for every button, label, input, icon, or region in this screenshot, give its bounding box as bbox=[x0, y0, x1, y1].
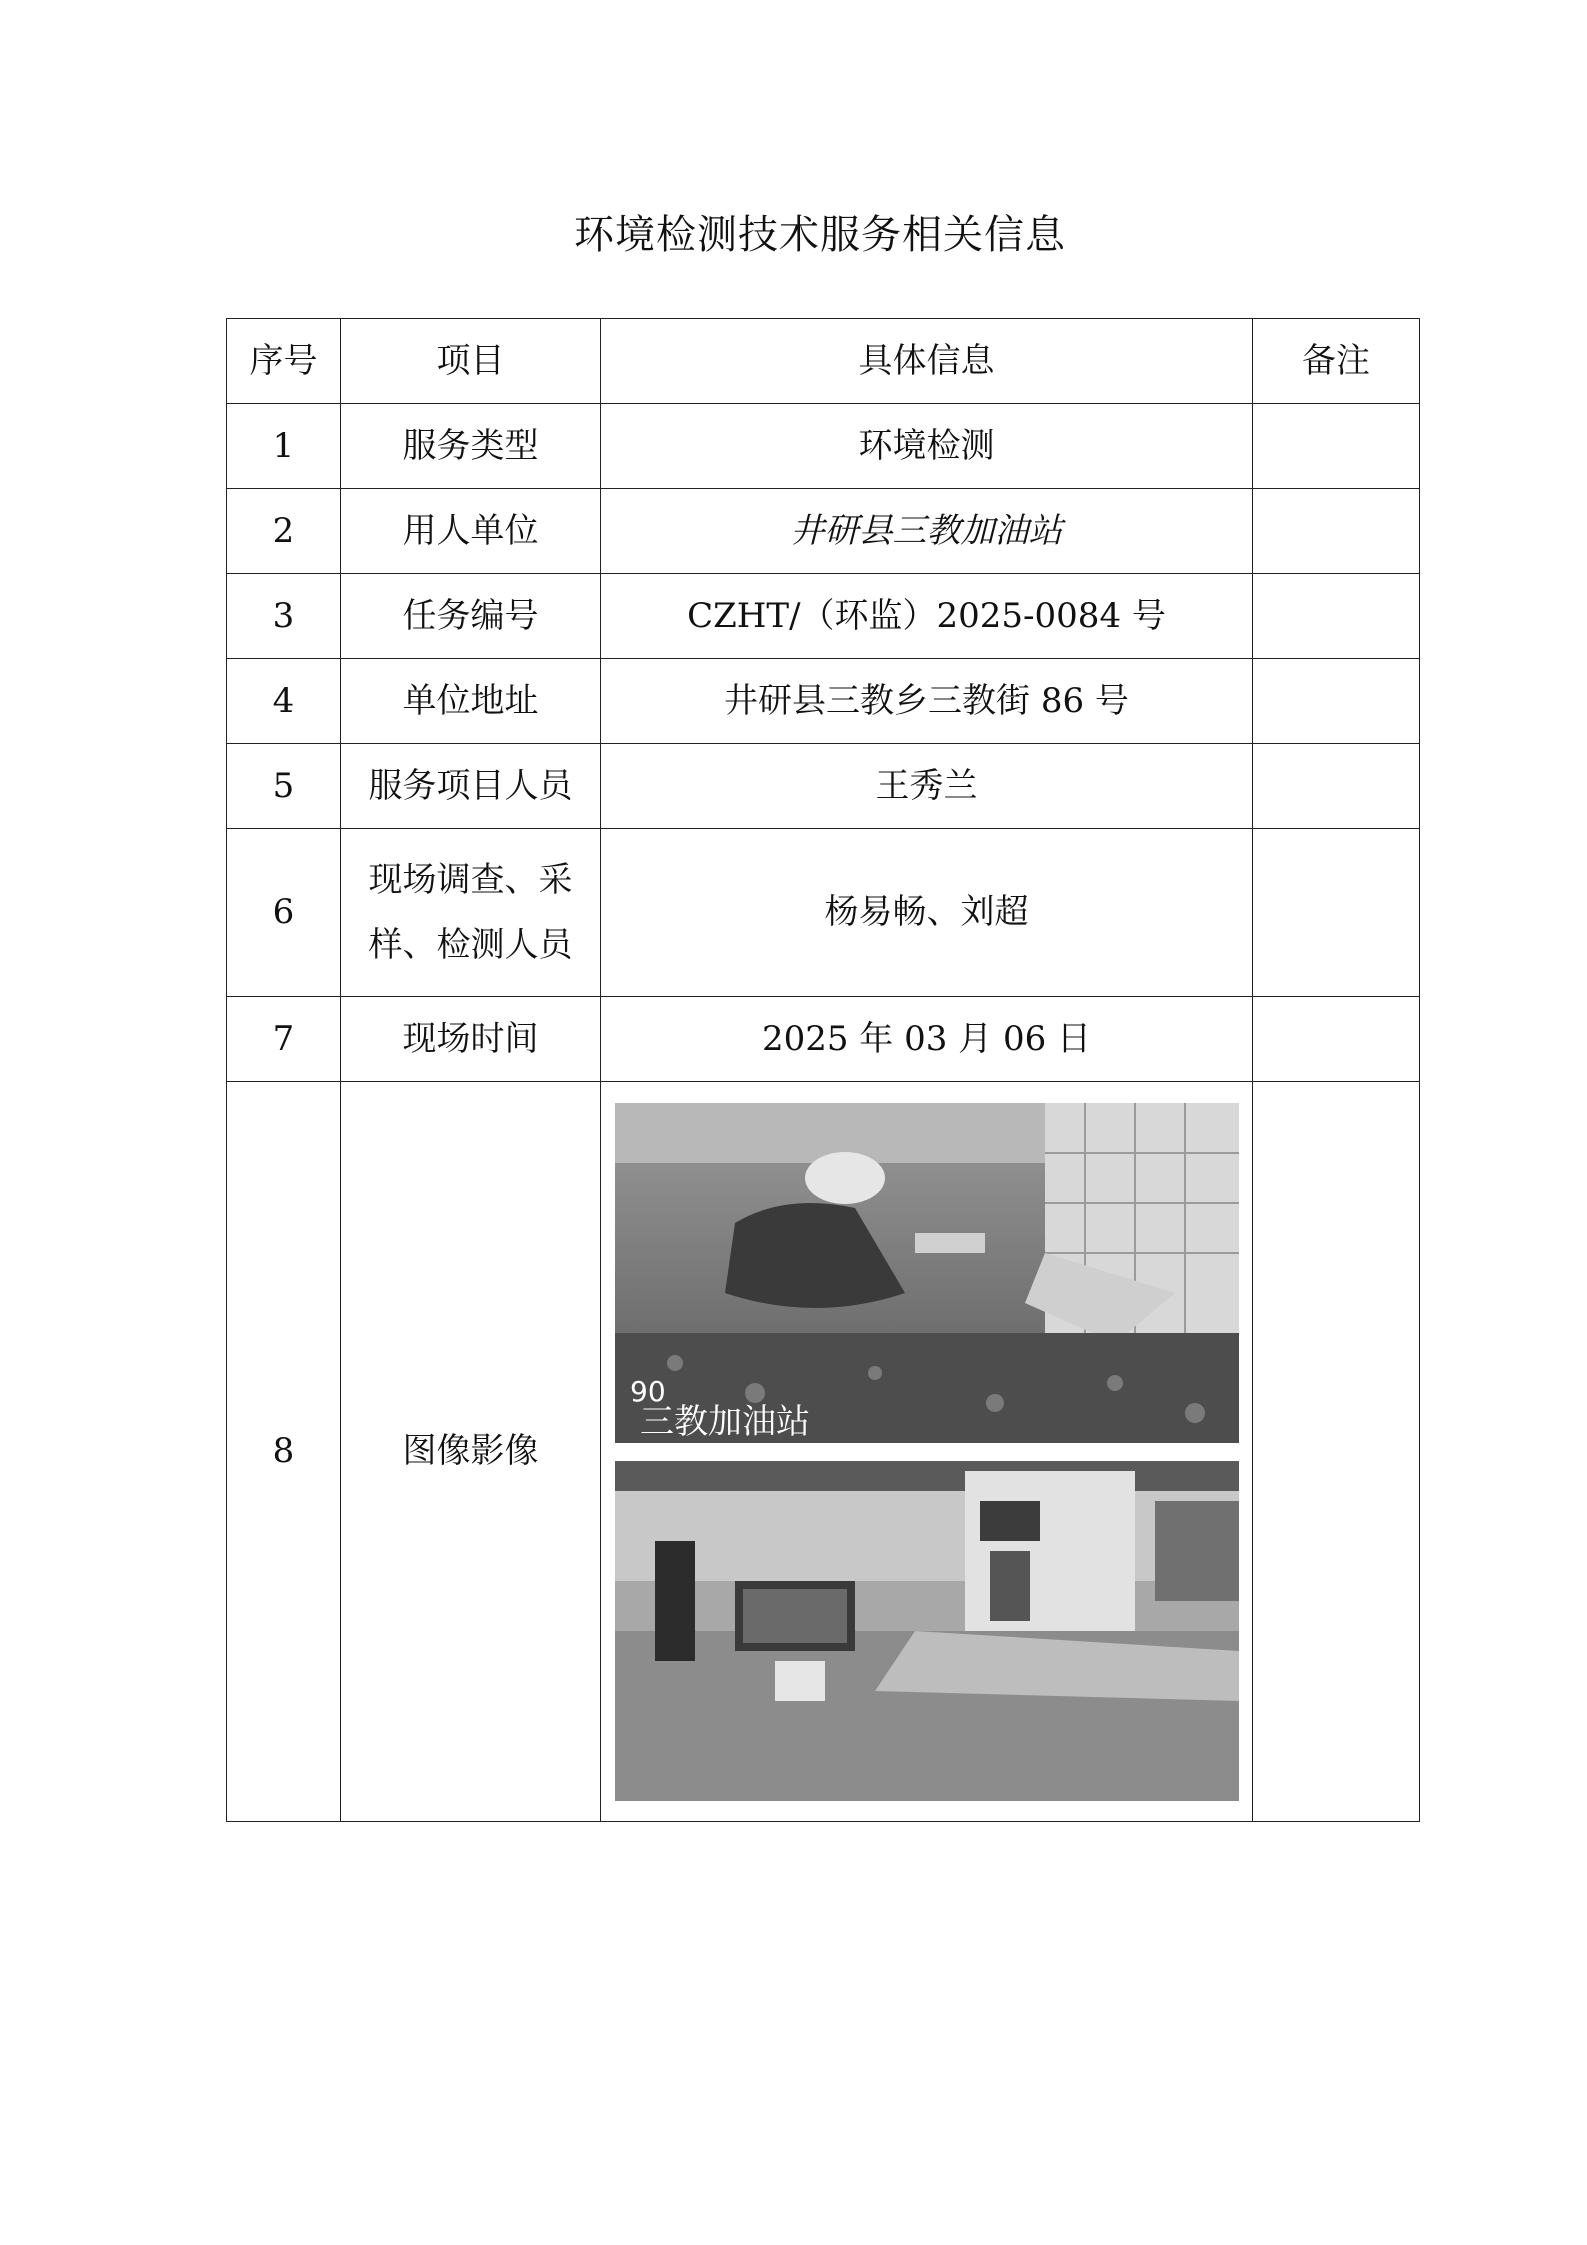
row-remark bbox=[1253, 574, 1420, 659]
row-remark bbox=[1253, 489, 1420, 574]
row-item-line2: 样、检测人员 bbox=[368, 924, 573, 965]
row-photos bbox=[601, 1082, 1253, 1822]
row-no: 3 bbox=[227, 574, 341, 659]
row-detail: 杨易畅、刘超 bbox=[601, 829, 1253, 997]
photo-stamp: 90 bbox=[629, 1374, 666, 1408]
row-item: 图像影像 bbox=[341, 1082, 601, 1822]
row-no: 4 bbox=[227, 659, 341, 744]
row-detail: 井研县三教乡三教街 86 号 bbox=[601, 659, 1253, 744]
row-remark bbox=[1253, 1082, 1420, 1822]
row-no: 6 bbox=[227, 829, 341, 997]
photo-caption: 三教加油站 bbox=[639, 1401, 810, 1442]
row-no: 7 bbox=[227, 997, 341, 1082]
row-item: 现场时间 bbox=[341, 997, 601, 1082]
table-row bbox=[227, 404, 1420, 489]
row-item: 服务类型 bbox=[341, 404, 601, 489]
site-photo-sampling bbox=[615, 1103, 1239, 1443]
row-remark bbox=[1253, 744, 1420, 829]
site-photo-equipment bbox=[615, 1461, 1239, 1801]
row-item: 服务项目人员 bbox=[341, 744, 601, 829]
header-no: 序号 bbox=[227, 319, 341, 404]
row-detail: 环境检测 bbox=[601, 404, 1253, 489]
row-detail: CZHT/（环监）2025-0084 号 bbox=[601, 574, 1253, 659]
row-detail: 井研县三教加油站 bbox=[601, 489, 1253, 574]
table-row bbox=[227, 489, 1420, 574]
row-item: 任务编号 bbox=[341, 574, 601, 659]
row-item-line1: 现场调查、采 bbox=[368, 860, 573, 901]
row-item: 用人单位 bbox=[341, 489, 601, 574]
page-title: 环境检测技术服务相关信息 bbox=[574, 212, 1066, 258]
row-item bbox=[341, 829, 601, 997]
row-remark bbox=[1253, 659, 1420, 744]
header-remark: 备注 bbox=[1253, 319, 1420, 404]
row-detail: 王秀兰 bbox=[601, 744, 1253, 829]
row-no: 2 bbox=[227, 489, 341, 574]
table-row bbox=[227, 574, 1420, 659]
row-no: 5 bbox=[227, 744, 341, 829]
row-remark bbox=[1253, 404, 1420, 489]
row-item: 单位地址 bbox=[341, 659, 601, 744]
table-row bbox=[227, 659, 1420, 744]
table-row bbox=[227, 829, 1420, 997]
row-remark bbox=[1253, 829, 1420, 997]
header-detail: 具体信息 bbox=[601, 319, 1253, 404]
table-header-row bbox=[227, 319, 1420, 404]
table-row bbox=[227, 997, 1420, 1082]
table-row bbox=[227, 1082, 1420, 1822]
row-no: 1 bbox=[227, 404, 341, 489]
header-item: 项目 bbox=[341, 319, 601, 404]
row-detail: 2025 年 03 月 06 日 bbox=[601, 997, 1253, 1082]
row-remark bbox=[1253, 997, 1420, 1082]
table-row bbox=[227, 744, 1420, 829]
info-table bbox=[226, 318, 1420, 1822]
row-no: 8 bbox=[227, 1082, 341, 1822]
